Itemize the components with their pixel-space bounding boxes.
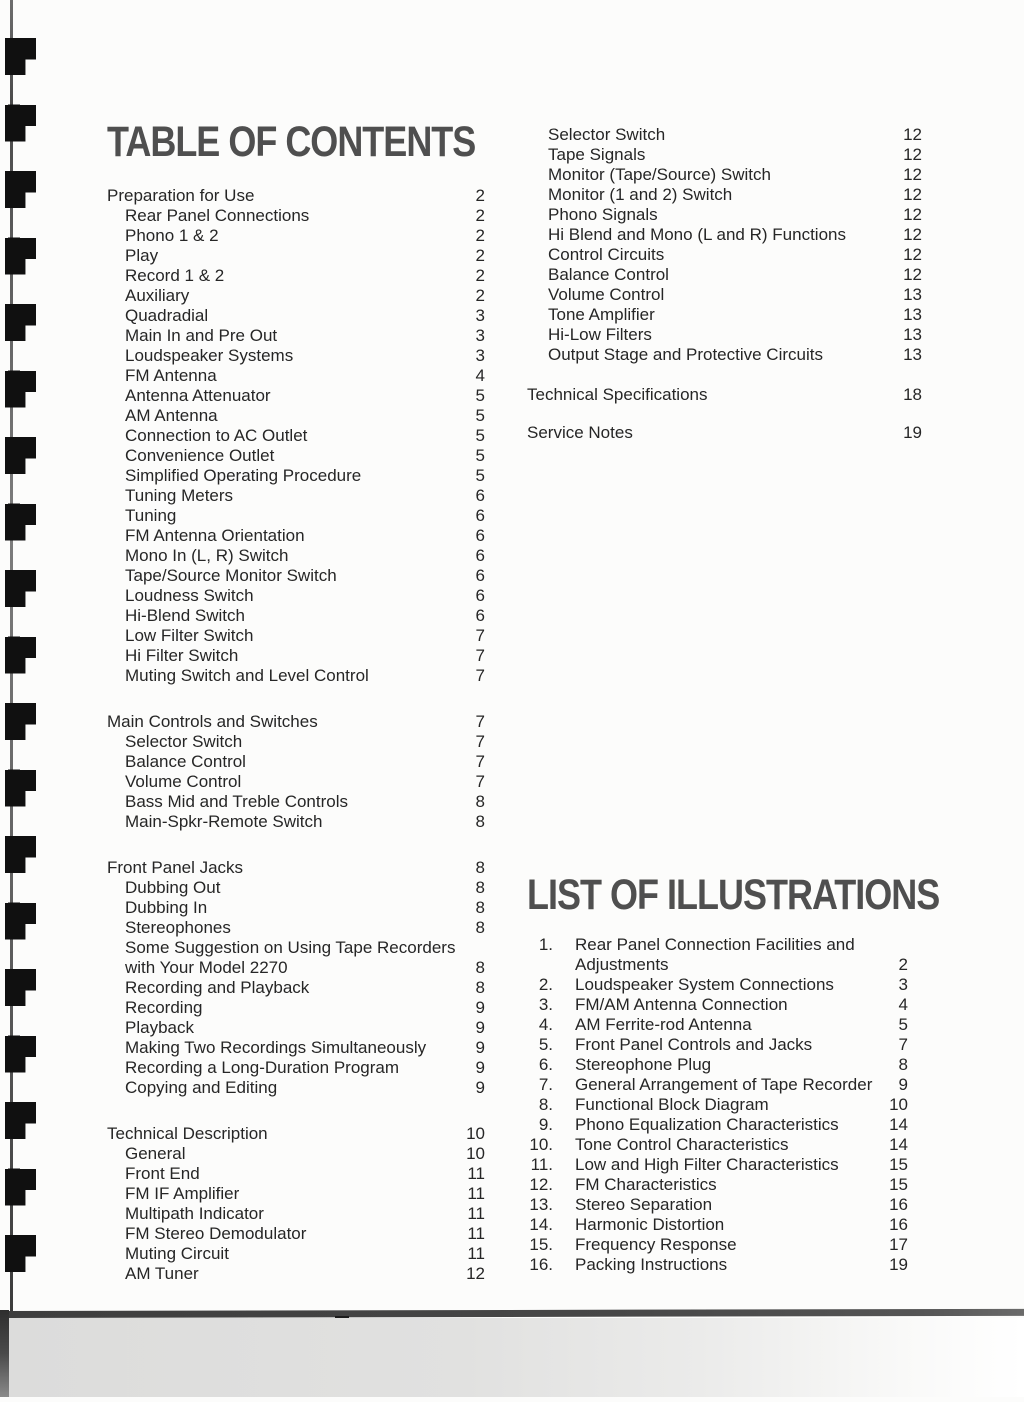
toc-entry-label: Simplified Operating Procedure [125, 466, 362, 485]
illustration-label: Stereophone Plug [575, 1055, 712, 1074]
toc-entry [107, 386, 485, 406]
toc-entry-label: Muting Circuit [125, 1244, 229, 1263]
toc-entry-page: 6 [475, 486, 485, 505]
toc-entry [107, 812, 485, 832]
toc-entry-label: Preparation for Use [107, 186, 255, 205]
toc-entry [107, 326, 485, 346]
toc-entry-page: 12 [903, 225, 922, 244]
toc-entry [107, 666, 485, 686]
toc-entry-page: 7 [475, 772, 485, 791]
binding-tab-icon [5, 1102, 36, 1139]
toc-entry [107, 1224, 485, 1244]
toc-entry [527, 385, 922, 405]
toc-entry-label: FM Antenna Orientation [125, 526, 305, 545]
illustration-number: 1. [538, 935, 553, 954]
illustration-label: Rear Panel Connection Facilities and [575, 935, 855, 954]
toc-entry-page: 2 [475, 266, 485, 285]
toc-entry-label: FM Stereo Demodulator [125, 1224, 307, 1243]
binding-tab-icon [5, 703, 36, 740]
illustration-number: 16. [529, 1255, 553, 1274]
toc-entry [107, 246, 485, 266]
underlying-page-edge [9, 1318, 1024, 1397]
illustration-number: 12. [529, 1175, 553, 1194]
toc-entry-page: 5 [475, 386, 485, 405]
toc-entry-label: Copying and Editing [125, 1078, 278, 1097]
toc-entry-label: Phono 1 & 2 [125, 226, 219, 245]
binding-tab-icon [5, 304, 36, 341]
toc-entry-label: Connection to AC Outlet [125, 426, 308, 445]
toc-entry [107, 506, 485, 526]
binding-tab-icon [5, 1235, 36, 1272]
toc-entry-page: 6 [475, 586, 485, 605]
toc-entry-label: AM Antenna [125, 406, 218, 425]
toc-entry-label: Hi-Low Filters [548, 325, 652, 344]
illustration-entry [527, 955, 922, 975]
toc-entry-page: 8 [475, 898, 485, 917]
toc-entry-label: Auxiliary [125, 286, 190, 305]
illustration-entry [527, 1055, 922, 1075]
toc-left-column [107, 118, 485, 1284]
illustration-label: Frequency Response [575, 1235, 737, 1254]
illustration-entry [527, 1235, 922, 1255]
toc-entry [107, 286, 485, 306]
toc-entry-page: 9 [475, 1078, 485, 1097]
illustration-label: FM Characteristics [575, 1175, 717, 1194]
toc-entry-label: Tuning [125, 506, 177, 525]
toc-entry-label: Tape/Source Monitor Switch [125, 566, 337, 585]
binding-tab-icon [5, 1036, 36, 1073]
toc-entry-label: Main In and Pre Out [125, 326, 278, 345]
toc-entry-label: Dubbing Out [125, 878, 221, 897]
toc-entry-label: Service Notes [527, 423, 633, 442]
toc-entry [107, 898, 485, 918]
toc-entry-page: 12 [903, 205, 922, 224]
toc-entry-label: Dubbing In [125, 898, 208, 917]
illustration-number: 11. [530, 1155, 553, 1174]
toc-entry-label: Main Controls and Switches [107, 712, 318, 731]
toc-entry-label: Hi-Blend Switch [125, 606, 245, 625]
toc-entry-page: 6 [475, 506, 485, 525]
toc-entry-page: 9 [475, 1058, 485, 1077]
illustration-page: 4 [898, 995, 908, 1014]
toc-entry-page: 2 [475, 206, 485, 225]
binding-tab-icon [5, 969, 36, 1006]
illustrations-list [527, 935, 922, 1275]
toc-entry [527, 423, 922, 443]
toc-entry-label: FM IF Amplifier [125, 1184, 240, 1203]
toc-entry [107, 1164, 485, 1184]
toc-entry-label: Recording [125, 998, 203, 1017]
illustration-number: 10. [529, 1135, 553, 1154]
illustration-label: Packing Instructions [575, 1255, 728, 1274]
toc-entry-page: 12 [466, 1264, 485, 1283]
toc-entry [527, 305, 922, 325]
illustration-number: 15. [529, 1235, 553, 1254]
illustration-entry [527, 1175, 922, 1195]
binding-tab-icon [5, 1169, 36, 1206]
illustration-entry [527, 975, 922, 995]
toc-entry [107, 526, 485, 546]
toc-entry [527, 185, 922, 205]
toc-entry [107, 998, 485, 1018]
illustration-page: 9 [898, 1075, 908, 1094]
toc-entry [107, 1244, 485, 1264]
toc-entry-label: Selector Switch [125, 732, 243, 751]
toc-entry-page: 8 [475, 978, 485, 997]
illustration-label: Front Panel Controls and Jacks [575, 1035, 813, 1054]
toc-entry [527, 205, 922, 225]
toc-entry-label: Loudness Switch [125, 586, 254, 605]
illustration-page: 15 [889, 1155, 908, 1174]
binding-tab-icon [5, 38, 36, 75]
illustration-page: 8 [898, 1055, 908, 1074]
toc-entry [107, 1018, 485, 1038]
illustration-entry [527, 995, 922, 1015]
toc-entry-label: Monitor (1 and 2) Switch [548, 185, 733, 204]
illustration-entry [527, 1015, 922, 1035]
toc-entry-page: 6 [475, 606, 485, 625]
toc-entry-page: 5 [475, 466, 485, 485]
toc-entry-page: 7 [475, 646, 485, 665]
illustration-entry [527, 1155, 922, 1175]
toc-entry-page: 3 [475, 306, 485, 325]
toc-entry [107, 1058, 485, 1078]
toc-entry-label: Control Circuits [548, 245, 665, 264]
toc-entry [107, 366, 485, 386]
toc-entry [527, 125, 922, 145]
toc-entry-page: 12 [903, 165, 922, 184]
toc-entry-page: 5 [475, 426, 485, 445]
toc-entry-label: Tuning Meters [125, 486, 234, 505]
toc-entry-label: Multipath Indicator [125, 1204, 264, 1223]
illustration-label: General Arrangement of Tape Recorder [575, 1075, 873, 1094]
toc-entry-page: 12 [903, 245, 922, 264]
toc-entry-page: 7 [475, 626, 485, 645]
toc-entry-page: 4 [475, 366, 485, 385]
toc-entry-page: 11 [467, 1224, 485, 1243]
toc-entry [107, 712, 485, 732]
toc-entry-page: 9 [475, 998, 485, 1017]
illustration-page: 16 [889, 1195, 908, 1214]
binding-strip [0, 0, 60, 1312]
toc-entry-page: 5 [475, 406, 485, 425]
toc-entry-label: Record 1 & 2 [125, 266, 225, 285]
toc-entry-label: Tape Signals [548, 145, 646, 164]
toc-entry [107, 186, 485, 206]
toc-entry [107, 266, 485, 286]
toc-entry [107, 1184, 485, 1204]
toc-entry-page: 19 [903, 423, 922, 442]
illustration-number: 5. [538, 1035, 553, 1054]
illustration-page [900, 935, 922, 955]
toc-entry [107, 732, 485, 752]
toc-entry [107, 938, 485, 958]
toc-entry-page: 7 [475, 732, 485, 751]
toc-entry [107, 606, 485, 626]
toc-entry-label: Technical Specifications [527, 385, 708, 404]
toc-entry [107, 306, 485, 326]
toc-entry-page: 6 [475, 526, 485, 545]
toc-entry-label: Front End [125, 1164, 200, 1183]
binding-tab-icon [5, 570, 36, 607]
binding-tab-icon [5, 836, 36, 873]
toc-entry-page: 2 [475, 286, 485, 305]
toc-entry-label: Technical Description [107, 1124, 268, 1143]
toc-entry [107, 752, 485, 772]
toc-entry [107, 346, 485, 366]
toc-right-column [527, 125, 940, 1275]
toc-entry-label: Quadradial [125, 306, 209, 325]
toc-entry-label: Balance Control [125, 752, 246, 771]
toc-entry-label: Volume Control [548, 285, 665, 304]
toc-entry [527, 325, 922, 345]
toc-entry [107, 486, 485, 506]
toc-entry-page: 13 [903, 305, 922, 324]
toc-entry-page: 8 [475, 918, 485, 937]
toc-entry-label: Loudspeaker Systems [125, 346, 294, 365]
toc-entry-page: 7 [475, 666, 485, 685]
binding-tab-icon [5, 770, 36, 807]
illustration-entry [527, 1135, 922, 1155]
toc-entry-page: 11 [467, 1164, 485, 1183]
illustration-label: Low and High Filter Characteristics [575, 1155, 839, 1174]
toc-entry-page: 8 [475, 858, 485, 877]
illustration-number: 6. [538, 1055, 553, 1074]
toc-entry-page: 8 [475, 958, 485, 977]
toc-entry-label: Mono In (L, R) Switch [125, 546, 289, 565]
illustration-page: 17 [889, 1235, 908, 1254]
illustration-entry [527, 1115, 922, 1135]
toc-entry-label: Output Stage and Protective Circuits [548, 345, 823, 364]
binding-tab-icon [5, 637, 36, 674]
illustration-page: 2 [898, 955, 908, 974]
illustration-number: 14. [529, 1215, 553, 1234]
toc-entry [107, 978, 485, 998]
illustration-page: 15 [889, 1175, 908, 1194]
binding-tab-icon [5, 238, 36, 275]
toc-entry-label: Rear Panel Connections [125, 206, 310, 225]
toc-entry-page: 12 [903, 145, 922, 164]
toc-entry [107, 546, 485, 566]
illustration-entry [527, 1095, 922, 1115]
toc-entry [107, 586, 485, 606]
toc-entry [107, 206, 485, 226]
toc-entry-page: 9 [475, 1038, 485, 1057]
toc-entry-label: Hi Filter Switch [125, 646, 239, 665]
toc-entry [107, 1204, 485, 1224]
illustration-page: 10 [889, 1095, 908, 1114]
illustration-page: 14 [889, 1115, 908, 1134]
toc-entry-page: 11 [467, 1204, 485, 1223]
toc-entry-page: 6 [475, 546, 485, 565]
toc-entry [107, 626, 485, 646]
toc-entry-page: 13 [903, 285, 922, 304]
toc-entry-label: with Your Model 2270 [125, 958, 288, 977]
toc-entry-page: 2 [475, 186, 485, 205]
binding-tab-icon [5, 371, 36, 408]
illustration-label: Stereo Separation [575, 1195, 713, 1214]
illustration-page: 16 [889, 1215, 908, 1234]
illustration-number: 9. [538, 1115, 553, 1134]
toc-entry [527, 245, 922, 265]
toc-entry-page: 12 [903, 265, 922, 284]
illustration-number: 3. [538, 995, 553, 1014]
illustration-label: Harmonic Distortion [575, 1215, 725, 1234]
toc-entry [527, 225, 922, 245]
toc-entry-page: 8 [475, 878, 485, 897]
toc-entry-page: 11 [467, 1244, 485, 1263]
illustration-entry [527, 1195, 922, 1215]
toc-entry-label: Muting Switch and Level Control [125, 666, 369, 685]
toc-entry-label: Hi Blend and Mono (L and R) Functions [548, 225, 846, 244]
toc-entry-label: Recording and Playback [125, 978, 310, 997]
toc-entry-label: Convenience Outlet [125, 446, 275, 465]
illustration-label: AM Ferrite-rod Antenna [575, 1015, 752, 1034]
toc-entry [527, 285, 922, 305]
toc-entry-page: 11 [467, 1184, 485, 1203]
binding-tab-icon [5, 171, 36, 208]
toc-entry-label: Antenna Attenuator [125, 386, 271, 405]
toc-entry-label: Recording a Long-Duration Program [125, 1058, 400, 1077]
illustration-label: Loudspeaker System Connections [575, 975, 834, 994]
illustration-label: Phono Equalization Characteristics [575, 1115, 839, 1134]
toc-entry [107, 426, 485, 446]
toc-entry-page: 7 [475, 712, 485, 731]
toc-entry-page: 3 [475, 346, 485, 365]
illustration-page: 19 [889, 1255, 908, 1274]
toc-entry-label: Tone Amplifier [548, 305, 655, 324]
binding-tab-icon [5, 504, 36, 541]
toc-entry-page: 7 [475, 752, 485, 771]
illustration-page: 3 [898, 975, 908, 994]
toc-right-list [527, 125, 922, 443]
toc-entry-label: Phono Signals [548, 205, 658, 224]
toc-entry-page: 2 [475, 226, 485, 245]
toc-entry-page [477, 938, 485, 958]
toc-entry-page: 8 [475, 812, 485, 831]
toc-entry-label: Bass Mid and Treble Controls [125, 792, 348, 811]
toc-entry [107, 792, 485, 812]
toc-entry [107, 958, 485, 978]
toc-entry-label: Stereophones [125, 918, 231, 937]
toc-entry-label: Front Panel Jacks [107, 858, 244, 877]
illustration-page: 14 [889, 1135, 908, 1154]
toc-entry-label: Main-Spkr-Remote Switch [125, 812, 323, 831]
illustration-number: 2. [538, 975, 553, 994]
toc-entry [527, 265, 922, 285]
toc-entry-page: 6 [475, 566, 485, 585]
binding-tab-icon [5, 437, 36, 474]
toc-entry [107, 466, 485, 486]
illustration-label: Adjustments [575, 955, 669, 974]
illustration-label: Functional Block Diagram [575, 1095, 769, 1114]
toc-left-list [107, 186, 485, 1284]
toc-entry [107, 1144, 485, 1164]
toc-entry-page: 9 [475, 1018, 485, 1037]
illustration-label: FM/AM Antenna Connection [575, 995, 788, 1014]
underlying-page-left-edge [0, 1310, 9, 1397]
illustration-page: 5 [898, 1015, 908, 1034]
toc-entry [527, 165, 922, 185]
toc-entry-page: 2 [475, 246, 485, 265]
toc-entry-page: 13 [903, 325, 922, 344]
toc-entry [107, 446, 485, 466]
toc-entry [527, 145, 922, 165]
binding-tab-icon [5, 903, 36, 940]
illustration-number [527, 955, 553, 975]
toc-entry [107, 878, 485, 898]
toc-entry [107, 858, 485, 878]
toc-entry-label: Volume Control [125, 772, 242, 791]
illustration-label: Tone Control Characteristics [575, 1135, 789, 1154]
illustration-number: 13. [529, 1195, 553, 1214]
illustration-number: 4. [538, 1015, 553, 1034]
toc-entry [527, 345, 922, 365]
toc-entry-label: Selector Switch [548, 125, 666, 144]
toc-entry [107, 1078, 485, 1098]
illustration-entry [527, 1215, 922, 1235]
toc-entry-label: FM Antenna [125, 366, 217, 385]
binding-tab-icon [5, 105, 36, 142]
toc-title: TABLE OF CONTENTS [107, 116, 476, 166]
illustration-entry [527, 1075, 922, 1095]
toc-entry-page: 3 [475, 326, 485, 345]
illustrations-title: LIST OF ILLUSTRATIONS [527, 869, 940, 919]
toc-entry-page: 10 [466, 1144, 485, 1163]
toc-entry-label: General [125, 1144, 186, 1163]
toc-entry [107, 1038, 485, 1058]
toc-entry-label: Making Two Recordings Simultaneously [125, 1038, 427, 1057]
toc-entry-page: 18 [903, 385, 922, 404]
toc-entry-page: 8 [475, 792, 485, 811]
toc-entry-label: Playback [125, 1018, 194, 1037]
illustration-page: 7 [898, 1035, 908, 1054]
toc-entry-page: 12 [903, 125, 922, 144]
illustration-entry [527, 1255, 922, 1275]
toc-entry-label: Some Suggestion on Using Tape Recorders [125, 938, 456, 957]
toc-entry-label: Balance Control [548, 265, 669, 284]
toc-entry-page: 5 [475, 446, 485, 465]
toc-entry [107, 646, 485, 666]
illustration-number: 7. [538, 1075, 553, 1094]
toc-entry-label: Play [125, 246, 159, 265]
toc-entry [107, 566, 485, 586]
toc-entry [107, 772, 485, 792]
illustration-entry [527, 935, 922, 955]
toc-entry-page: 12 [903, 185, 922, 204]
illustration-entry [527, 1035, 922, 1055]
toc-entry [107, 1264, 485, 1284]
toc-entry [107, 918, 485, 938]
toc-entry-page: 10 [466, 1124, 485, 1143]
illustration-number: 8. [538, 1095, 553, 1114]
toc-entry [107, 406, 485, 426]
toc-entry-label: Low Filter Switch [125, 626, 254, 645]
toc-entry-page: 13 [903, 345, 922, 364]
toc-entry-label: AM Tuner [125, 1264, 199, 1283]
toc-entry-label: Monitor (Tape/Source) Switch [548, 165, 771, 184]
toc-entry [107, 226, 485, 246]
toc-entry [107, 1124, 485, 1144]
page-bottom-edge [8, 1309, 1024, 1318]
